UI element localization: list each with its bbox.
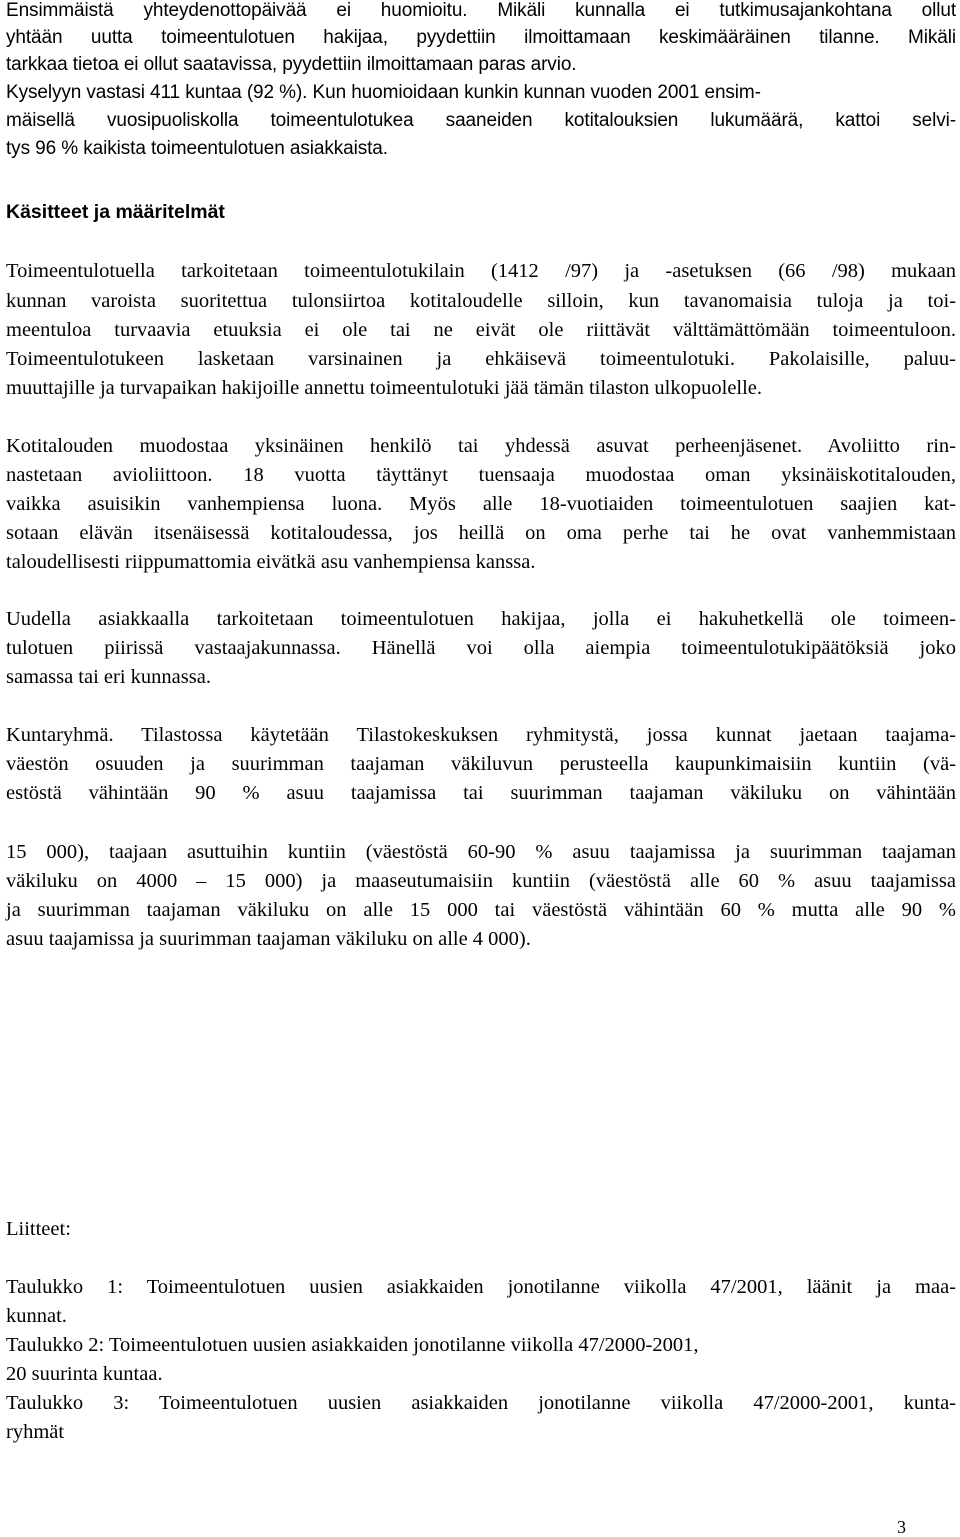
attachment-line-1: Taulukko 1: Toimeentulotuen uusien asiakkaiden jonotilanne viikolla 47/2001, läänit ja maa- [6, 1276, 956, 1298]
municipality-group-line-6: ja suurimman taajaman väkiluku on alle 15 000 tai väestöstä vähintään 60 % mutta alle 90 % [6, 899, 956, 921]
attachments-heading: Liitteet: [6, 1218, 71, 1240]
municipality-group-line-7: asuu taajamissa ja suurimman taajaman väkiluku on alle 4 000). [6, 928, 531, 950]
new-client-line-3: samassa tai eri kunnassa. [6, 666, 211, 688]
new-client-line-2: tulotuen piirissä vastaajakunnassa. Hänellä voi olla aiempia toimeentulotukipäätöksiä joko [6, 637, 956, 659]
intro-line-6: tys 96 % kaikista toimeentulotuen asiakkaista. [6, 138, 388, 159]
section-heading: Käsitteet ja määritelmät [6, 201, 225, 223]
household-line-4: sotaan elävän itsenäisessä kotitaloudessa, jos heillä on oma perhe tai he ovat vanhemmistaan [6, 522, 956, 544]
municipality-group-line-5: väkiluku on 4000 – 15 000) ja maaseutumaisiin kuntiin (väestöstä alle 60 % asuu taajamissa [6, 870, 956, 892]
new-client-line-1: Uudella asiakkaalla tarkoitetaan toimeentulotuen hakijaa, jolla ei hakuhetkellä ole toimeen- [6, 608, 956, 630]
intro-line-5: mäisellä vuosipuoliskolla toimeentulotukea saaneiden kotitalouksien lukumäärä, kattoi selvi- [6, 110, 956, 131]
definition-line-5: muuttajille ja turvapaikan hakijoille annettu toimeentulotuki jää tämän tilaston ulkopuolelle. [6, 377, 763, 399]
intro-line-1: Ensimmäistä yhteydenottopäivää ei huomioitu. Mikäli kunnalla ei tutkimusajankohtana ollut [6, 0, 956, 21]
attachment-line-6: ryhmät [6, 1421, 65, 1443]
definition-line-3: meentuloa turvaavia etuuksia ei ole tai ne eivät ole riittävät välttämättömään toimeentuloon. [6, 319, 956, 341]
municipality-group-line-2: väestön osuuden ja suurimman taajaman väkiluvun perusteella kaupunkimaisiin kuntiin (vä- [6, 753, 956, 775]
definition-line-4: Toimeentulotukeen lasketaan varsinainen ja ehkäisevä toimeentulotuki. Pakolaisille, paluu- [6, 348, 956, 370]
definition-line-2: kunnan varoista suoritettua tulonsiirtoa kotitaloudelle silloin, kun tavanomaisia tuloja ja toi- [6, 290, 956, 312]
intro-line-4: Kyselyyn vastasi 411 kuntaa (92 %). Kun huomioidaan kunkin kunnan vuoden 2001 ensim- [6, 82, 761, 103]
municipality-group-line-1: Kuntaryhmä. Tilastossa käytetään Tilastokeskuksen ryhmitystä, jossa kunnat jaetaan taajama- [6, 724, 956, 746]
household-line-5: taloudellisesti riippumattomia eivätkä asu vanhempiensa kanssa. [6, 551, 536, 573]
attachment-line-4: 20 suurinta kuntaa. [6, 1363, 163, 1385]
intro-line-2: yhtään uutta toimeentulotuen hakijaa, pyydettiin ilmoittamaan keskimääräinen tilanne. Mikäli [6, 27, 956, 48]
definition-line-1: Toimeentulotuella tarkoitetaan toimeentulotukilain (1412 /97) ja -asetuksen (66 /98) mukaan [6, 260, 956, 282]
attachment-line-5: Taulukko 3: Toimeentulotuen uusien asiakkaiden jonotilanne viikolla 47/2000-2001, kunta- [6, 1392, 956, 1414]
household-line-2: nastetaan avioliittoon. 18 vuotta täyttänyt tuensaaja muodostaa oman yksinäiskotitalouden, [6, 464, 956, 486]
household-line-3: vaikka asuisikin vanhempiensa luona. Myös alle 18-vuotiaiden toimeentulotuen saajien kat- [6, 493, 956, 515]
attachment-line-2: kunnat. [6, 1305, 67, 1327]
household-line-1: Kotitalouden muodostaa yksinäinen henkilö tai yhdessä asuvat perheenjäsenet. Avoliitto rin- [6, 435, 956, 457]
municipality-group-line-3: estöstä vähintään 90 % asuu taajamissa tai suurimman taajaman väkiluku on vähintään [6, 782, 956, 804]
intro-line-3: tarkkaa tietoa ei ollut saatavissa, pyydettiin ilmoittamaan paras arvio. [6, 54, 577, 75]
page-number: 3 [897, 1517, 906, 1537]
attachment-line-3: Taulukko 2: Toimeentulotuen uusien asiakkaiden jonotilanne viikolla 47/2000-2001, [6, 1334, 699, 1356]
municipality-group-line-4: 15 000), taajaan asuttuihin kuntiin (väestöstä 60-90 % asuu taajamissa ja suurimman taajaman [6, 841, 956, 863]
